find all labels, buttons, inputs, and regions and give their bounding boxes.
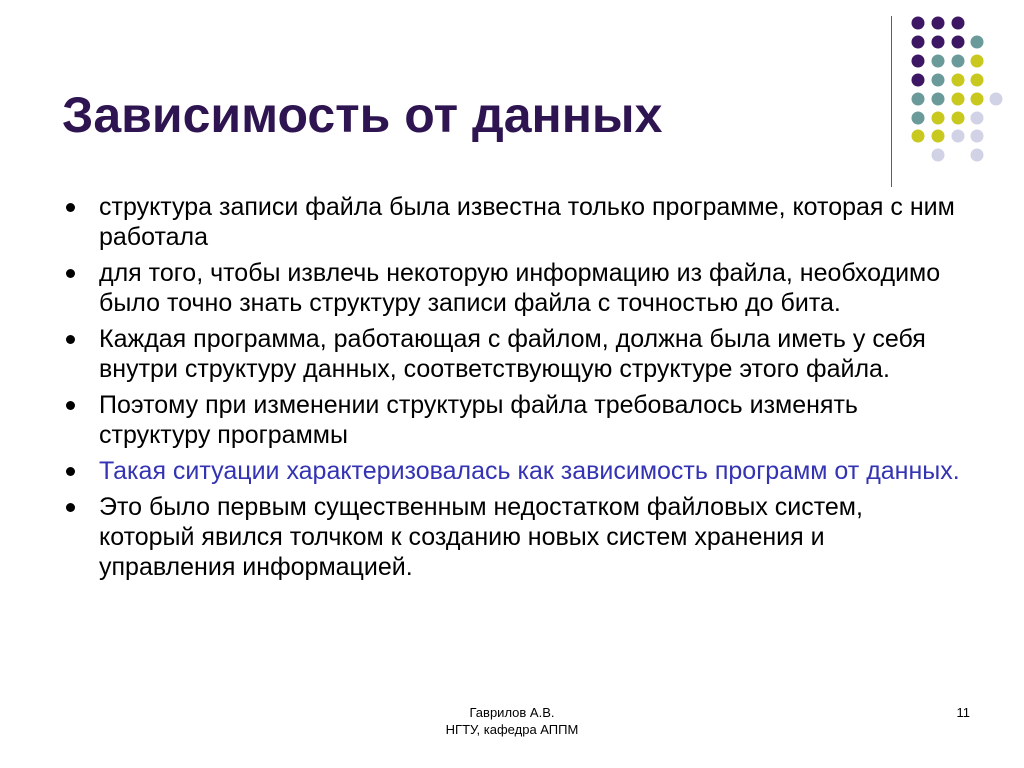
title-divider-line [891,16,892,187]
bullet-dot-icon [66,203,75,212]
decor-dot [932,17,945,30]
bullet-dot-icon [66,269,75,278]
decor-dot [952,93,965,106]
decor-dot [912,130,925,143]
bullet-text: Поэтому при изменении структуры файла требовалось изменять структуру программы [99,391,858,449]
decor-dot [971,149,984,162]
bullet-item [62,324,962,384]
decor-dot [932,149,945,162]
decor-dot [932,130,945,143]
decor-dot [912,112,925,125]
decor-dot [932,36,945,49]
decor-dot [932,112,945,125]
decor-dot [952,112,965,125]
bullet-dot-icon [66,335,75,344]
bullet-text: для того, чтобы извлечь некоторую информацию из файла, необходимо было точно знать структуру записи файла с точностью до бита. [99,259,941,317]
slide-footer [412,704,612,738]
bullet-text: Каждая программа, работающая с файлом, должна была иметь у себя внутри структуру данных, соответствующую структуре этого файла. [99,325,926,383]
bullet-dot-icon [66,401,75,410]
decor-dot [912,93,925,106]
page-number: 11 [956,705,970,720]
decor-dot [952,74,965,87]
decor-dot [971,130,984,143]
bullet-item [62,390,962,450]
bullet-item-highlighted [62,456,962,486]
decor-dot [952,36,965,49]
bullet-dot-icon [66,467,75,476]
bullet-list [62,192,962,588]
decor-dot [952,55,965,68]
bullet-text: Это было первым существенным недостатком файловых систем, который явился толчком к созданию новых систем хранения и управления информацией. [99,493,863,581]
footer-author: Гаврилов А.В. [469,705,555,720]
decor-dot [971,93,984,106]
decor-dot [932,55,945,68]
decor-dot [971,112,984,125]
decor-dot [971,36,984,49]
bullet-item [62,258,962,318]
bullet-item [62,492,962,582]
bullet-text: структура записи файла была известна только программе, которая с ним работала [99,193,955,251]
decor-dot [952,130,965,143]
decor-dot [912,74,925,87]
decor-dot [952,17,965,30]
footer-department: НГТУ, кафедра АППМ [445,722,579,737]
decor-dot [912,17,925,30]
decor-dot [912,55,925,68]
decor-dot [932,74,945,87]
decor-dot [971,74,984,87]
bullet-dot-icon [66,503,75,512]
slide-title: Зависимость от данных [62,87,663,143]
decor-dot [990,93,1003,106]
decor-dot [912,36,925,49]
bullet-item [62,192,962,252]
decor-dot [971,55,984,68]
bullet-text: Такая ситуации характеризовалась как зависимость программ от данных. [99,457,960,485]
decor-dot [932,93,945,106]
